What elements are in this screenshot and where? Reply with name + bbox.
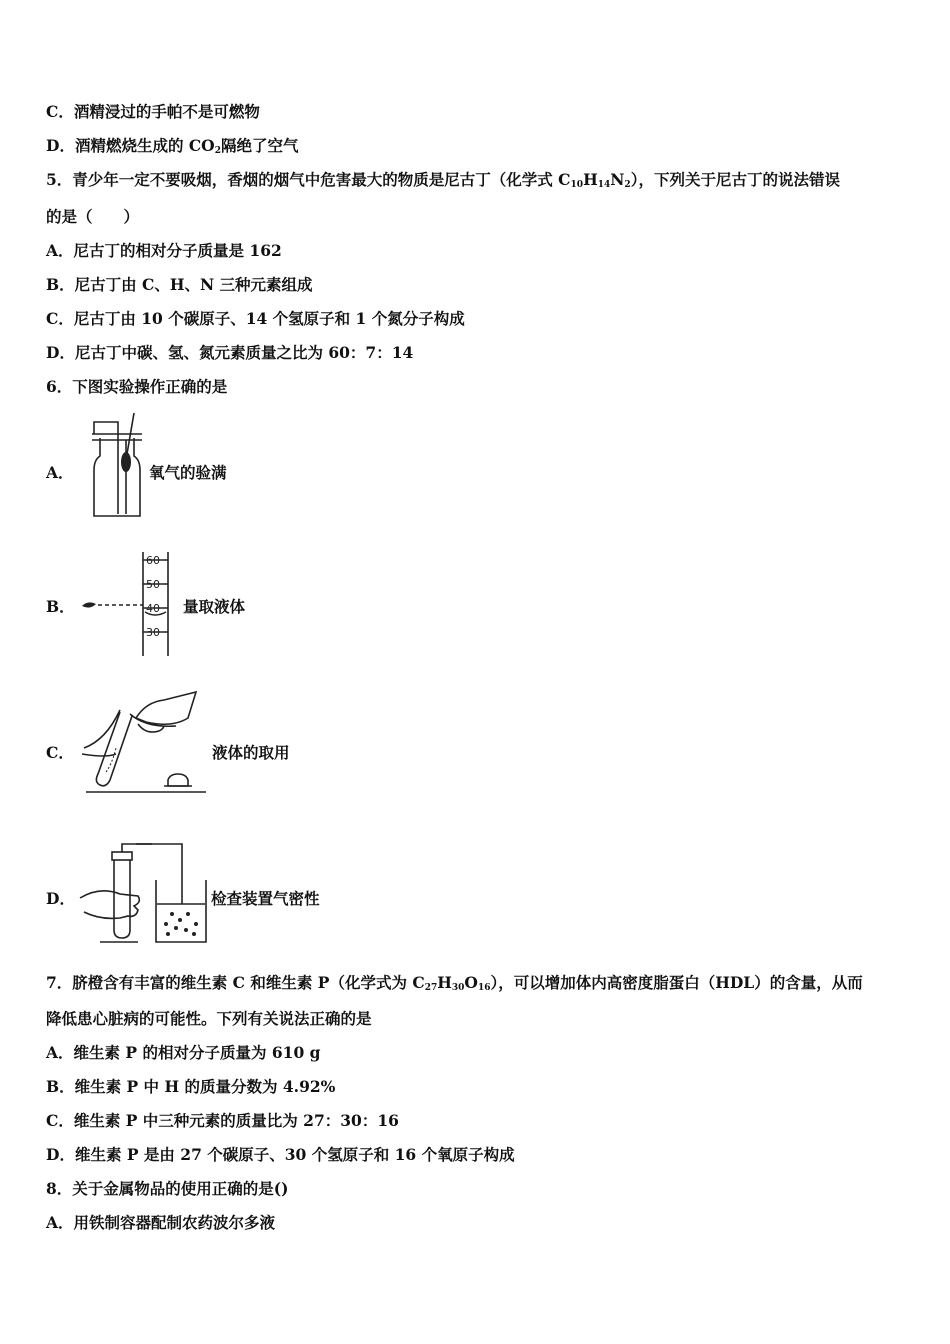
q5-option-d: D．尼古丁中碳、氢、氮元素质量之比为 60：7：14 xyxy=(46,343,414,362)
q6-option-c-letter: C． xyxy=(46,743,74,762)
q7-stem-line2: 降低患心脏病的可能性。下列有关说法正确的是 xyxy=(46,1009,372,1028)
airtightness-check-figure xyxy=(76,838,211,946)
measuring-cylinder-figure xyxy=(80,550,180,660)
q6-option-a-caption: 氧气的验满 xyxy=(149,463,227,482)
gas-bottle-figure xyxy=(80,410,150,522)
q5-option-c: C．尼古丁由 10 个碳原子、14 个氢原子和 1 个氮分子构成 xyxy=(46,309,465,328)
q6-option-a-letter: A． xyxy=(46,463,74,482)
q7-stem-line1: 7．脐橙含有丰富的维生素 C 和维生素 P（化学式为 $C_{27}H_{30}O_{16}$），可以增加体内高密度脂蛋白（HDL）的含量，从而 xyxy=(46,973,863,993)
q5-option-a: A．尼古丁的相对分子质量是 162 xyxy=(46,241,282,260)
eye-icon xyxy=(82,602,96,607)
q6-option-b-caption: 量取液体 xyxy=(183,597,246,616)
tick-label-60: 60 xyxy=(146,554,160,567)
q7-option-c: C．维生素 P 中三种元素的质量比为 27：30：16 xyxy=(46,1111,399,1130)
q5-option-b: B．尼古丁由 C、H、N 三种元素组成 xyxy=(46,275,313,294)
q8-stem: 8．关于金属物品的使用正确的是() xyxy=(46,1179,289,1198)
q6-option-c-caption: 液体的取用 xyxy=(212,743,290,762)
q5-stem-line2: 的是（ ） xyxy=(46,207,140,226)
q6-option-d-letter: D． xyxy=(46,889,75,908)
q4-option-c: C．酒精浸过的手帕不是可燃物 xyxy=(46,102,260,121)
q6-option-b-letter: B． xyxy=(46,597,75,616)
q7-option-d: D．维生素 P 是由 27 个碳原子、30 个氢原子和 16 个氧原子构成 xyxy=(46,1145,515,1164)
q6-stem: 6．下图实验操作正确的是 xyxy=(46,377,228,396)
q5-stem-line1: 5．青少年一定不要吸烟，香烟的烟气中危害最大的物质是尼古丁（化学式 $C_{10}H_{14}N_2$），下列关于尼古丁的说法错误 xyxy=(46,170,840,190)
q6-option-d-caption: 检查装置气密性 xyxy=(211,889,320,908)
liquid-pouring-figure xyxy=(76,688,211,796)
q8-option-a: A．用铁制容器配制农药波尔多液 xyxy=(46,1213,276,1232)
q7-option-b: B．维生素 P 中 H 的质量分数为 4.92% xyxy=(46,1077,336,1096)
q4-option-d: D．酒精燃烧生成的 $CO_2$隔绝了空气 xyxy=(46,136,299,156)
tick-label-50: 50 xyxy=(146,578,160,591)
tick-label-30: 30 xyxy=(146,626,160,639)
q7-option-a: A．维生素 P 的相对分子质量为 610 g xyxy=(46,1043,321,1062)
tick-label-40: 40 xyxy=(146,602,160,615)
